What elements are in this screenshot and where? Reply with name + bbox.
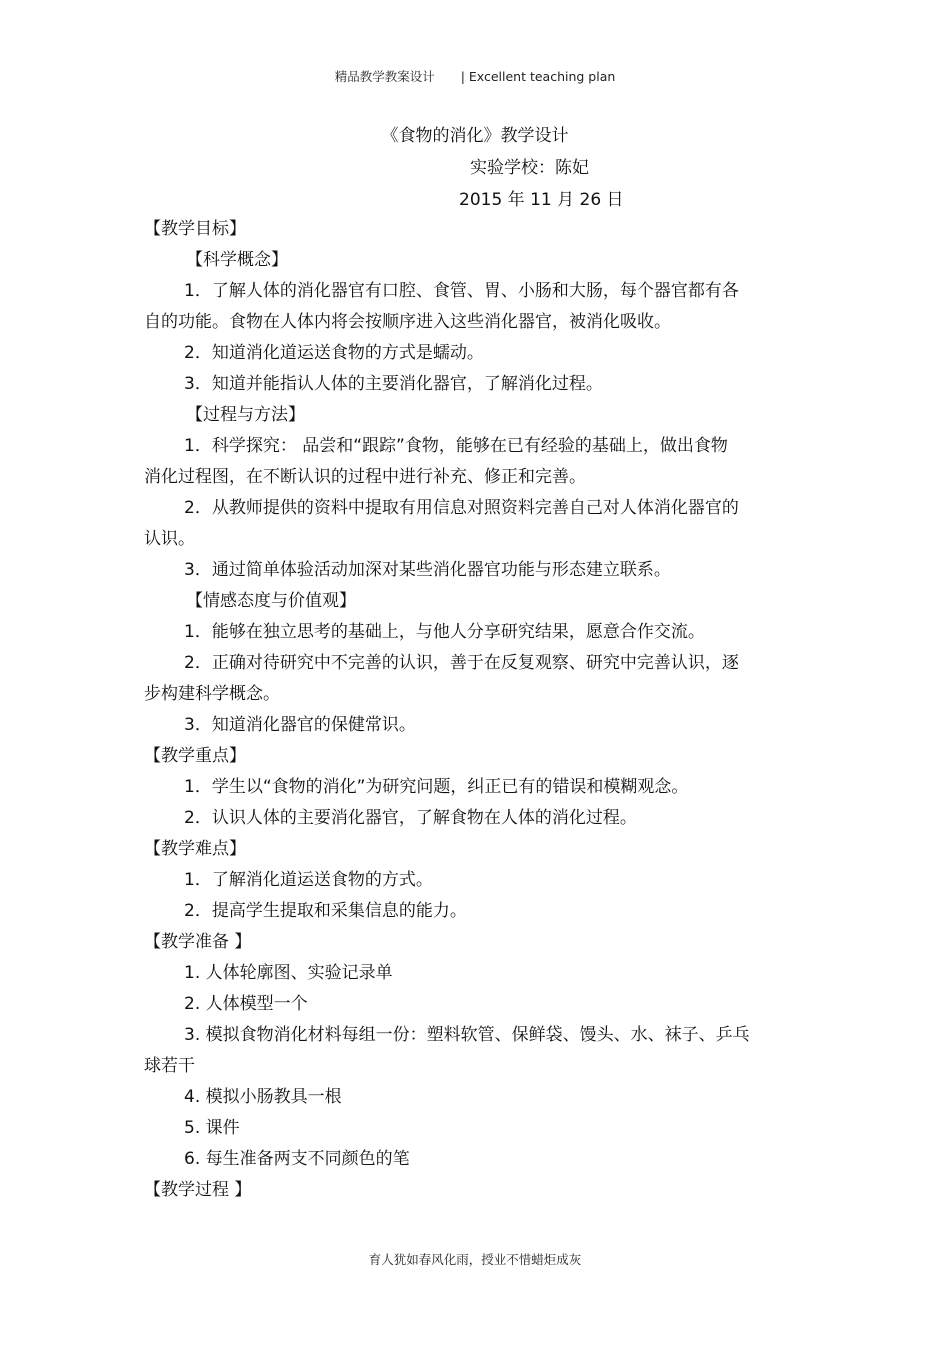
document-body bbox=[144, 214, 784, 1206]
document-title: 《食物的消化》教学设计 bbox=[381, 126, 569, 146]
paragraph-line: 步构建科学概念。 bbox=[144, 684, 280, 704]
paragraph-line: 2．知道消化道运送食物的方式是蠕动。 bbox=[184, 343, 484, 363]
paragraph-line: 球若干 bbox=[144, 1056, 195, 1076]
section-heading: 【科学概念】 bbox=[186, 250, 288, 270]
section-heading: 【教学准备 】 bbox=[144, 932, 252, 952]
section-heading: 【教学重点】 bbox=[144, 746, 246, 766]
paragraph-line: 1．了解消化道运送食物的方式。 bbox=[184, 870, 433, 890]
paragraph-line: 3．知道并能指认人体的主要消化器官，了解消化过程。 bbox=[184, 374, 603, 394]
paragraph-line: 2. 人体模型一个 bbox=[184, 994, 308, 1014]
paragraph-line: 5. 课件 bbox=[184, 1118, 240, 1138]
paragraph-line: 2．提高学生提取和采集信息的能力。 bbox=[184, 901, 467, 921]
section-heading: 【过程与方法】 bbox=[186, 405, 305, 425]
paragraph-line: 2．正确对待研究中不完善的认识，善于在反复观察、研究中完善认识，逐 bbox=[184, 653, 739, 673]
page-header bbox=[0, 67, 950, 85]
paragraph-line: 1. 人体轮廓图、实验记录单 bbox=[184, 963, 393, 983]
header-right-text: | Excellent teaching plan bbox=[460, 69, 616, 84]
paragraph-line: 1．了解人体的消化器官有口腔、食管、胃、小肠和大肠，每个器官都有各 bbox=[184, 281, 739, 301]
paragraph-line: 4. 模拟小肠教具一根 bbox=[184, 1087, 342, 1107]
paragraph-line: 认识。 bbox=[144, 529, 195, 549]
paragraph-line: 6. 每生准备两支不同颜色的笔 bbox=[184, 1149, 410, 1169]
date-line: 2015 年 11 月 26 日 bbox=[459, 190, 624, 210]
header-left-text: 精品教学教案设计 bbox=[334, 69, 435, 84]
page-footer: 育人犹如春风化雨，授业不惜蜡炬成灰 bbox=[368, 1252, 582, 1267]
paragraph-line: 3. 模拟食物消化材料每组一份：塑料软管、保鲜袋、馒头、水、袜子、乒乓 bbox=[184, 1025, 750, 1045]
paragraph-line: 消化过程图，在不断认识的过程中进行补充、修正和完善。 bbox=[144, 467, 586, 487]
section-heading: 【情感态度与价值观】 bbox=[186, 591, 356, 611]
author-line: 实验学校：陈妃 bbox=[470, 158, 589, 178]
section-heading: 【教学过程 】 bbox=[144, 1180, 252, 1200]
paragraph-line: 2．从教师提供的资料中提取有用信息对照资料完善自己对人体消化器官的 bbox=[184, 498, 739, 518]
section-heading: 【教学难点】 bbox=[144, 839, 246, 859]
paragraph-line: 3．知道消化器官的保健常识。 bbox=[184, 715, 416, 735]
paragraph-line: 3．通过简单体验活动加深对某些消化器官功能与形态建立联系。 bbox=[184, 560, 671, 580]
paragraph-line: 1．学生以“食物的消化”为研究问题，纠正已有的错误和模糊观念。 bbox=[184, 777, 689, 797]
paragraph-line: 自的功能。食物在人体内将会按顺序进入这些消化器官，被消化吸收。 bbox=[144, 312, 671, 332]
paragraph-line: 1．能够在独立思考的基础上，与他人分享研究结果，愿意合作交流。 bbox=[184, 622, 705, 642]
section-heading: 【教学目标】 bbox=[144, 219, 246, 239]
paragraph-line: 2．认识人体的主要消化器官，了解食物在人体的消化过程。 bbox=[184, 808, 637, 828]
paragraph-line: 1．科学探究： 品尝和“跟踪”食物，能够在已有经验的基础上，做出食物 bbox=[184, 436, 728, 456]
